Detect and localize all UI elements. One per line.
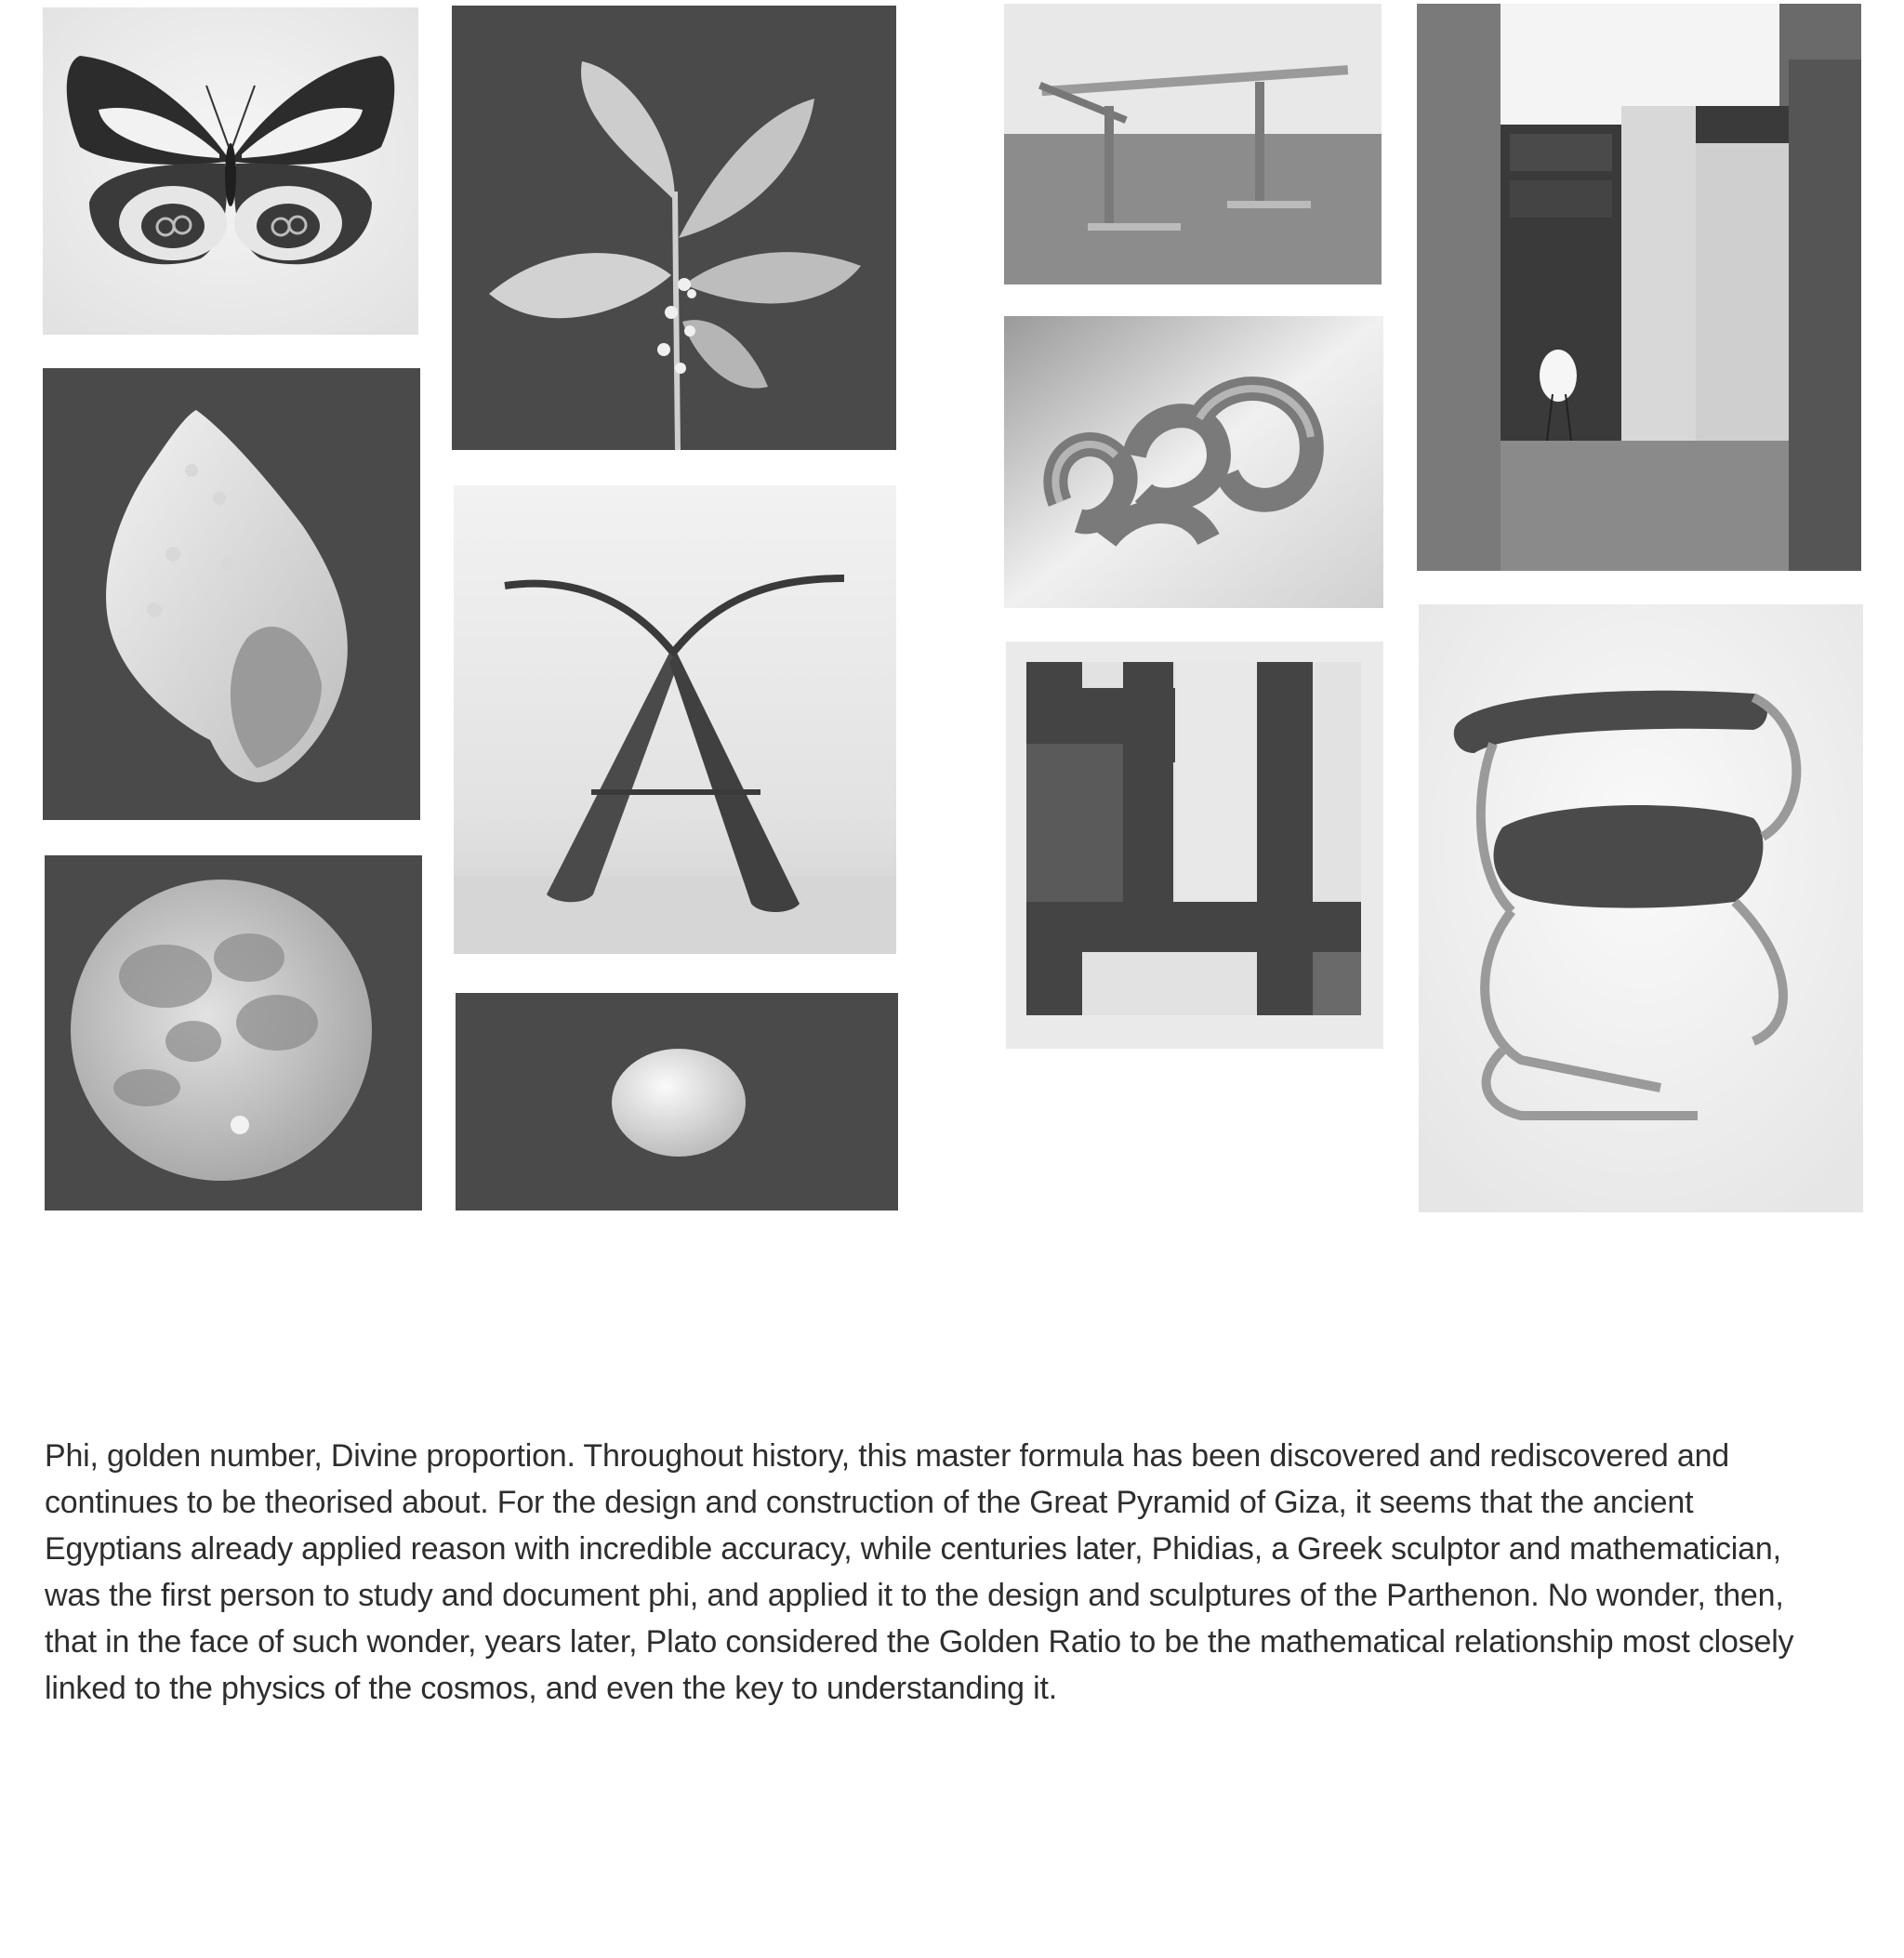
abstract-painting-photo: [1006, 642, 1383, 1049]
seashell-photo: [43, 368, 420, 820]
stool-photo: [454, 485, 896, 954]
wardrobe-room-photo: [1417, 4, 1861, 571]
holly-branch-photo: [452, 6, 896, 450]
butterfly-photo: [43, 7, 418, 335]
moon-photo: [45, 855, 422, 1211]
table-photo: [1004, 4, 1382, 284]
sculpture-photo: [1004, 316, 1383, 608]
caption-paragraph: Phi, golden number, Divine proportion. Throughout history, this master formula has been discovered and rediscovered and continues to be theorised about. For the design and construction of the Great Pyramid of Giza, it seems that the ancient Egyptians already applied reason with incredible accuracy, while centuries later, Phidias, a Greek sculptor and mathematician, was the first person to study and document phi, and applied it to the design and sculptures of the Parthenon. No wonder, then, that in the face of such wonder, years later, Plato considered the Golden Ratio to be the mathematical relationship most closely linked to the physics of the cosmos, and even the key to understanding it.: [45, 1438, 1794, 1706]
tubular-chair-photo: [1419, 604, 1863, 1212]
egg-photo: [456, 993, 898, 1211]
